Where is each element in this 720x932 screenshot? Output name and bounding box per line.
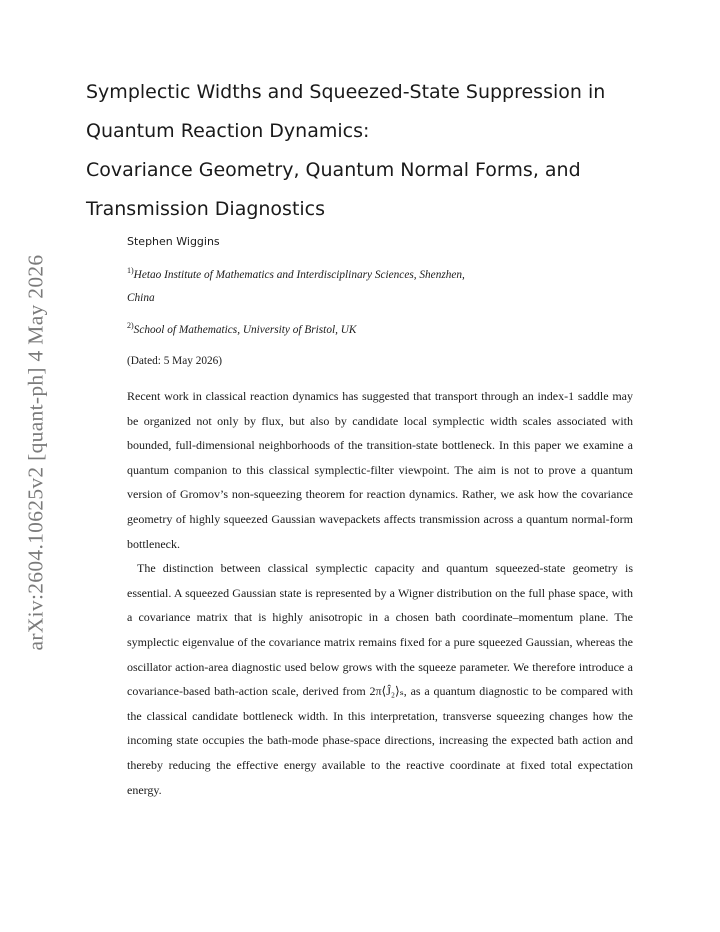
title-line: Symplectic Widths and Squeezed-State Suppression in — [86, 81, 606, 103]
title-line: Transmission Diagnostics — [86, 198, 326, 220]
author-name: Stephen Wiggins — [127, 235, 220, 248]
affiliation-1-mark: 1) — [127, 266, 134, 275]
paper-title — [86, 73, 686, 229]
dated-line: (Dated: 5 May 2026) — [127, 355, 223, 367]
arxiv-identifier-text: arXiv:2604.10625v2 [quant-ph] 4 May 2026 — [23, 254, 48, 650]
affiliation-1-line1: Hetao Institute of Mathematics and Interdisciplinary Sciences, Shenzhen, — [133, 268, 465, 281]
abstract-paragraph-2: The distinction between classical symplectic capacity and quantum squeezed-state geometry is essential. A squeezed Gaussian state is represented by a Wigner distribution on the full phase space, with a covariance matrix that is highly anisotropic in a chosen bath coordinate–momentum plane. The symplectic eigenvalue of the covariance matrix remains fixed for a pure squeezed Gaussian, whereas the oscillator action-area diagnostic used below grows with the squeeze parameter. We therefore introduce a covariance-based bath-action scale, derived from 2π⟨Ĵ₂⟩ₛ, as a quantum diagnostic to be compared with the classical candidate bottleneck width. In this interpretation, transverse squeezing changes how the incoming state occupies the bath-mode phase-space directions, increasing the expected bath action and thereby reducing the effective energy available to the reactive coordinate at fixed total expectation energy. — [127, 561, 633, 797]
affiliation-2-line1: School of Mathematics, University of Bristol, UK — [133, 323, 357, 336]
abstract — [127, 384, 633, 802]
affiliation-2 — [127, 319, 627, 337]
affiliation-2-mark: 2) — [127, 321, 134, 330]
arxiv-identifier — [16, 246, 56, 658]
affiliation-1-continued: China — [127, 292, 155, 304]
title-line: Covariance Geometry, Quantum Normal Forms, and — [86, 159, 581, 181]
abstract-paragraph-1: Recent work in classical reaction dynamics has suggested that transport through an index-1 saddle may be organized not only by flux, but also by candidate local symplectic width scales associated with bounded, full-dimensional neighborhoods of the transition-state bottleneck. In this paper we examine a quantum companion to this classical symplectic-filter viewpoint. The aim is not to prove a quantum version of Gromov’s non-squeezing theorem for reaction dynamics. Rather, we ask how the covariance geometry of highly squeezed Gaussian wavepackets affects transmission across a quantum normal-form bottleneck. — [127, 389, 633, 551]
affiliation-1 — [127, 264, 627, 282]
title-line: Quantum Reaction Dynamics: — [86, 120, 370, 142]
